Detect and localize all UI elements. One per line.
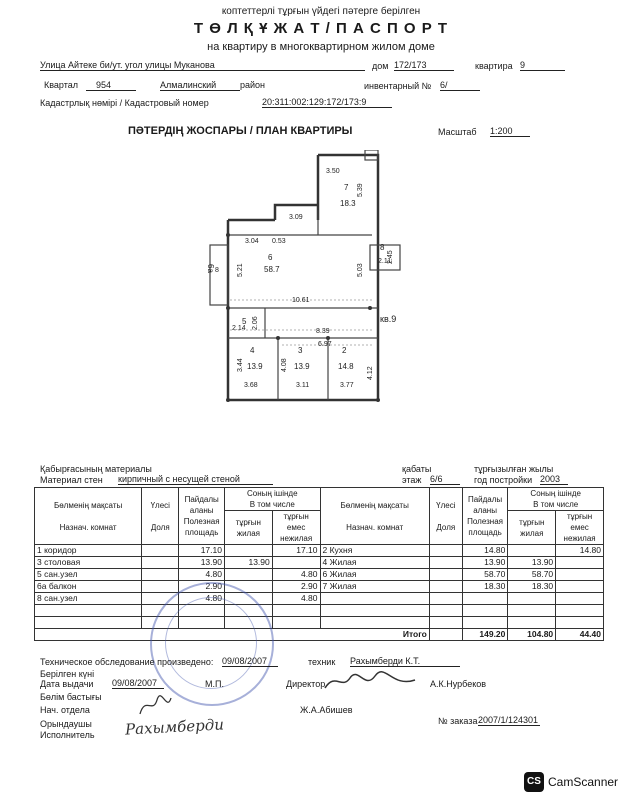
col-nonliving-left: тұрғын емес нежилая [272, 511, 320, 545]
plan-dim: 8 [215, 267, 219, 274]
order-value: 2007/1/124301 [478, 715, 539, 725]
table-row: 8 сан.узел 4.80 4.80 [35, 593, 604, 605]
kv-label: квартира [475, 61, 513, 71]
plan-dim: 4.12 [367, 366, 374, 380]
plan-dim: 2.45 [387, 250, 394, 264]
kvartal-value: 954 [86, 80, 136, 91]
plan-dim: 0.53 [272, 238, 286, 245]
plan-node [226, 398, 230, 402]
plan-dim: 3.44 [237, 358, 244, 372]
dom-label: дом [372, 61, 389, 71]
materials-value: кирпичный с несущей стеной [118, 474, 273, 485]
room-area-2: 14.8 [338, 362, 354, 371]
col-purpose-right: Бөлменің мақсаты Назнач. комнат [320, 488, 429, 545]
director-signature [320, 670, 420, 694]
room-number-3: 3 [298, 346, 303, 355]
camscanner-label: CamScanner [548, 775, 619, 789]
col-incl-right: Соның ішінде В том числе [508, 488, 604, 511]
dom-value: 172/173 [394, 60, 454, 71]
table-row: 6а балкон 2.90 2.90 7 Жилая 18.30 18.30 [35, 581, 604, 593]
given-label-ru: Дата выдачи [40, 679, 94, 689]
table-row: 3 столовая 13.90 13.90 4 Жилая 13.90 13.90 [35, 557, 604, 569]
dept-label-ru: Нач. отдела [40, 705, 90, 715]
table-row [35, 617, 604, 629]
room-number-2: 2 [342, 346, 347, 355]
plan-dim: 2.06 [252, 316, 259, 330]
room-number-8: 8 [380, 243, 385, 252]
plan-dim: 4.08 [281, 358, 288, 372]
camscanner-logo-icon: CS [524, 772, 544, 792]
plan-dim: 3.11 [296, 382, 310, 389]
dept-head-name: Ж.А.Абишев [300, 705, 353, 715]
kvartal-label: Квартал [44, 80, 79, 90]
survey-label: Техническое обследование произведено: [40, 657, 214, 667]
plan-dim: 3.68 [244, 382, 258, 389]
year-value: 2003 [540, 474, 568, 485]
plan-dim: 6.97 [318, 341, 332, 348]
table-header-row [35, 488, 604, 511]
col-living-right: тұрғын жилая [508, 511, 556, 545]
total-label: Итого [35, 629, 430, 641]
col-living-left: тұрғын жилая [224, 511, 272, 545]
given-label-kz: Берілген күні [40, 669, 95, 679]
materials-label-ru: Материал стен [40, 475, 103, 485]
col-nonliving-right: тұрғын емес нежилая [556, 511, 604, 545]
floor-value: 6/6 [430, 474, 460, 485]
plan-dim: 8.39 [316, 328, 330, 335]
area-table [34, 487, 604, 641]
street-value: Улица Айтеке би/ут. угол улицы Муканова [40, 60, 365, 71]
cadastral-label: Кадастрлық нөмірі / Кадастровый номер [40, 98, 209, 108]
plan-dim: 3.09 [289, 214, 303, 221]
col-area-right: Пайдалы аланы Полезная площадь [462, 488, 508, 545]
plan-dim: 3.04 [245, 238, 259, 245]
plan-dim: 3.50 [326, 168, 340, 175]
dept-signature [135, 692, 175, 718]
floor-plan-drawing [200, 150, 410, 405]
inventory-label: инвентарный № [364, 81, 432, 91]
total-nonliving: 44.40 [556, 629, 604, 641]
col-share-right: Үлесі Доля [429, 488, 462, 545]
document-title: Т Ө Л Қ Ұ Ж А Т / П А С П О Р Т [193, 20, 449, 37]
table-row: 5 сан.узел 4.80 4.80 6 Жилая 58.70 58.70 [35, 569, 604, 581]
room-area-3: 13.9 [294, 362, 310, 371]
plan-node [226, 233, 230, 237]
room-area-7: 18.3 [340, 199, 356, 208]
col-purpose-left: Бөлменің мақсаты Назнач. комнат [35, 488, 142, 545]
room-number-7: 7 [344, 183, 349, 192]
plan-node [368, 306, 372, 310]
header-line3: на квартиру в многоквартирном жилом доме [207, 41, 435, 53]
rayon-label: район [240, 80, 266, 90]
exec-label-kz: Орындаушы [40, 719, 92, 729]
room-number-5: 5 [242, 317, 247, 326]
plan-dim: 5.03 [357, 263, 364, 277]
exec-signature: Рахымберди [124, 715, 225, 739]
room-number-6a: 6а [206, 264, 215, 273]
survey-date: 09/08/2007 [222, 656, 278, 667]
inventory-value: 6/ [440, 80, 480, 91]
scale-value: 1:200 [490, 126, 530, 137]
plan-apartment-label: кв.9 [380, 314, 397, 324]
plan-dim: 10.61 [292, 297, 310, 304]
room-number-4: 4 [250, 346, 255, 355]
plan-node [226, 306, 230, 310]
director-name: А.К.Нурбеков [430, 679, 487, 689]
plan-node [276, 336, 280, 340]
floor-label-ru: этаж [402, 475, 422, 485]
director-label: Директор [286, 679, 326, 689]
given-date: 09/08/2007 [112, 678, 164, 689]
room-area-4: 13.9 [247, 362, 263, 371]
tech-name: Рахымберди К.Т. [350, 656, 460, 667]
cadastral-value: 20:311:002:129:172/173:9 [262, 97, 392, 108]
year-label-kz: тұрғызылған жылы [474, 464, 554, 474]
plan-dim: 3.77 [340, 382, 354, 389]
order-label: № заказа [438, 716, 478, 726]
seal-mp: М.П. [205, 679, 224, 689]
dept-label-kz: Бөлім бастығы [40, 692, 102, 702]
tech-label: техник [308, 657, 336, 667]
rayon-value: Алмалинский [160, 80, 240, 91]
plan-dim: 5.39 [357, 183, 364, 197]
kv-value: 9 [520, 60, 565, 71]
plan-node [376, 398, 380, 402]
official-seal-inner [165, 597, 257, 689]
floor-label-kz: қабаты [402, 464, 432, 474]
plan-dim: 2.14 [232, 325, 246, 332]
plan-dim: 5.21 [237, 263, 244, 277]
col-incl-left: Соның ішінде В том числе [224, 488, 320, 511]
col-area-left: Пайдалы аланы Полезная площадь [179, 488, 225, 545]
year-label-ru: год постройки [474, 475, 533, 485]
total-living: 104.80 [508, 629, 556, 641]
plan-dim: 2.11 [378, 258, 392, 265]
room-number-6: 6 [268, 253, 273, 262]
materials-label-kz: Қабырғасының материалы [40, 464, 152, 474]
table-row: 1 коридор 17.10 17.10 2 Кухня 14.80 14.80 [35, 545, 604, 557]
col-share-left: Үлесі Доля [142, 488, 179, 545]
scale-label: Масштаб [438, 127, 477, 137]
header-line1: коптеттерлі тұрғын үйдегі пәтерге берілген [221, 6, 421, 17]
plan-node [326, 336, 330, 340]
table-total-row [35, 629, 604, 641]
total-area: 149.20 [462, 629, 508, 641]
room-area-6: 58.7 [264, 265, 280, 274]
exec-label-ru: Исполнитель [40, 730, 95, 740]
table-row [35, 605, 604, 617]
plan-title: ПӘТЕРДІҢ ЖОСПАРЫ / ПЛАН КВАРТИРЫ [128, 125, 353, 137]
